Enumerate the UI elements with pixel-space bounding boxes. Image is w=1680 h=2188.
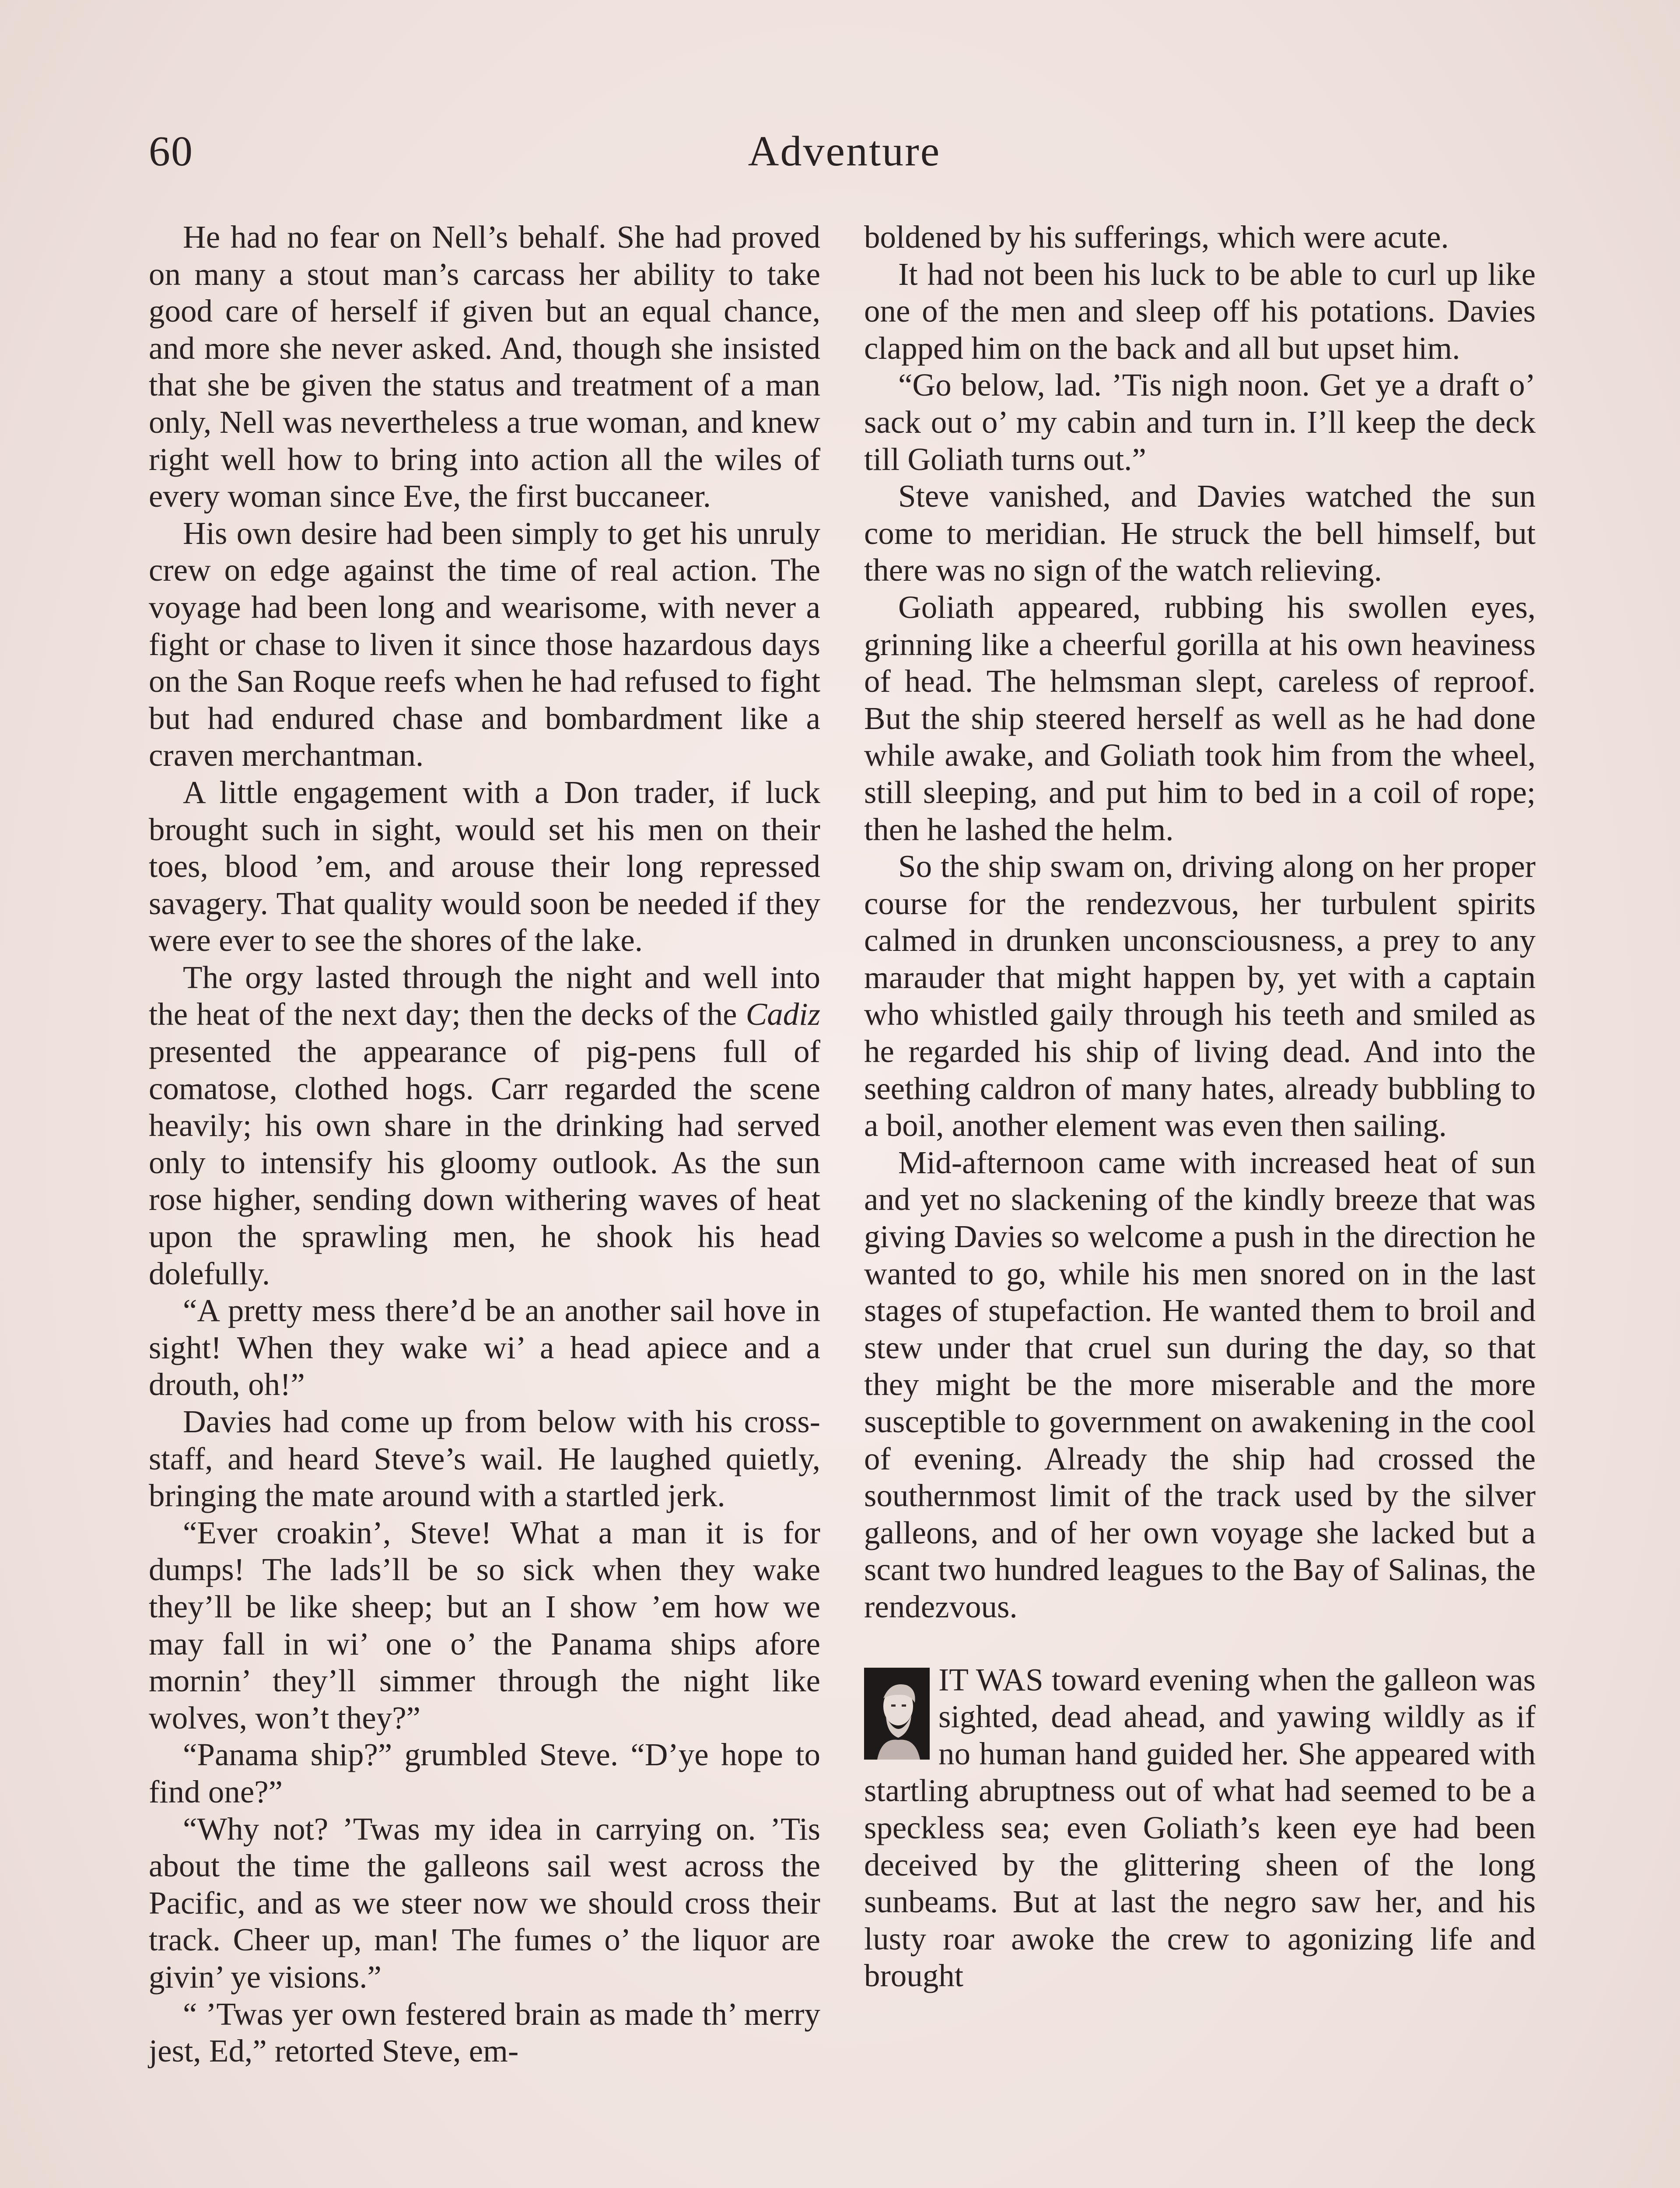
paragraph-continued: boldened by his sufferings, which were acute. xyxy=(864,219,1449,255)
paragraph: “A pretty mess there’d be an another sail hove in sight! When they wake wi’ a head apiece and a drouth, oh!” xyxy=(149,1293,820,1403)
paragraph: “ ’Twas yer own festered brain as made th’ merry jest, Ed,” retorted Steve, em- xyxy=(149,1996,820,2069)
ship-name: Cadiz xyxy=(746,996,820,1032)
portrait-ornament-icon xyxy=(864,1668,930,1760)
paragraph: “Panama ship?” grumbled Steve. “D’ye hope to find one?” xyxy=(149,1737,820,1809)
paragraph: A little engagement with a Don trader, if luck brought such in sight, would set his men on their toes, blood ’em, and arouse their long repressed savagery. That quality would soon be needed if they were ever to see the shores of the lake. xyxy=(149,774,820,958)
left-column xyxy=(149,219,820,2070)
paragraph: Steve vanished, and Davies watched the sun come to meridian. He struck the bell himself, but there was no sign of the watch relieving. xyxy=(864,478,1536,588)
paragraph: Goliath appeared, rubbing his swollen eyes, grinning like a cheerful gorilla at his own heaviness of head. The helmsman slept, careless of reproof. But the ship steered herself as well as he had done while awake, and Goliath took him from the wheel, still sleeping, and put him to bed in a coil of rope; then he lashed the helm. xyxy=(864,589,1536,847)
paragraph: It had not been his luck to be able to curl up like one of the men and sleep off his potations. Davies clapped him on the back and all but upset him. xyxy=(864,256,1536,366)
paragraph: His own desire had been simply to get his unruly crew on edge against the time of real action. The voyage had been long and wearisome, with never a fight or chase to liven it since those hazardous days on the San Roque reefs when he had refused to fight but had endured chase and bombardment like a craven merchantman. xyxy=(149,515,820,773)
page-number: 60 xyxy=(149,128,193,175)
paragraph: The orgy lasted through the night and well into the heat of the next day; then the decks of the Cadiz presented the appearance of pig-pens full of comatose, clothed hogs. Carr regarded the scene heavily; his own share in the drinking had served only to intensify his gloomy outlook. As the sun rose higher, sending down withering waves of heat upon the sprawling men, he shook his head dolefully. xyxy=(149,959,820,1291)
paragraph: “Go below, lad. ’Tis nigh noon. Get ye a draft o’ sack out o’ my cabin and turn in. I’ll keep the deck till Goliath turns out.” xyxy=(864,367,1536,477)
right-column xyxy=(864,219,1536,1995)
paragraph-section-opening: IT WAS toward evening when the galleon was sighted, dead ahead, and yawing wildly as if no human hand guided her. She appeared with startling abruptness out of what had seemed to be a speckless sea; even Goliath’s keen eye had been deceived by the glittering sheen of the long sunbeams. But at last the negro saw her, and his lusty roar awoke the crew to agonizing life and brought xyxy=(864,1662,1536,1994)
running-title: Adventure xyxy=(748,128,941,175)
section-start xyxy=(864,1662,1536,1995)
page-header xyxy=(149,127,1540,184)
paragraph: “Why not? ’Twas my idea in carrying on. ’Tis about the time the galleons sail west across the Pacific, and as we steer now we should cross their track. Cheer up, man! The fumes o’ the liquor are givin’ ye visions.” xyxy=(149,1811,820,1995)
paragraph: Mid-afternoon came with increased heat of sun and yet no slackening of the kindly breeze that was giving Davies so welcome a push in the direction he wanted to go, while his men snored on in the last stages of stupefaction. He wanted them to broil and stew under that cruel sun during the day, so that they might be the more miserable and the more susceptible to government on awakening in the cool of evening. Already the ship had crossed the southernmost limit of the track used by the silver galleons, and of her own voyage she lacked but a scant two hundred leagues to the Bay of Salinas, the rendezvous. xyxy=(864,1144,1536,1624)
paragraph: He had no fear on Nell’s behalf. She had proved on many a stout man’s carcass her ability to take good care of herself if given but an equal chance, and more she never asked. And, though she insisted that she be given the status and treatment of a man only, Nell was nevertheless a true woman, and knew right well how to bring into action all the wiles of every woman since Eve, the first buccaneer. xyxy=(149,219,820,514)
paragraph: “Ever croakin’, Steve! What a man it is for dumps! The lads’ll be so sick when they wake they’ll be like sheep; but an I show ’em how we may fall in wi’ one o’ the Panama ships afore mornin’ they’ll simmer through the night like wolves, won’t they?” xyxy=(149,1515,820,1736)
paragraph: Davies had come up from below with his cross-staff, and heard Steve’s wail. He laughed quietly, bringing the mate around with a startled jerk. xyxy=(149,1404,820,1514)
paragraph: So the ship swam on, driving along on her proper course for the rendezvous, her turbulent spirits calmed in drunken unconsciousness, a prey to any marauder that might happen by, yet with a captain who whistled gaily through his teeth and smiled as he regarded his ship of living dead. And into the seething caldron of many hates, already bubbling to a boil, another element was even then sailing. xyxy=(864,849,1536,1143)
